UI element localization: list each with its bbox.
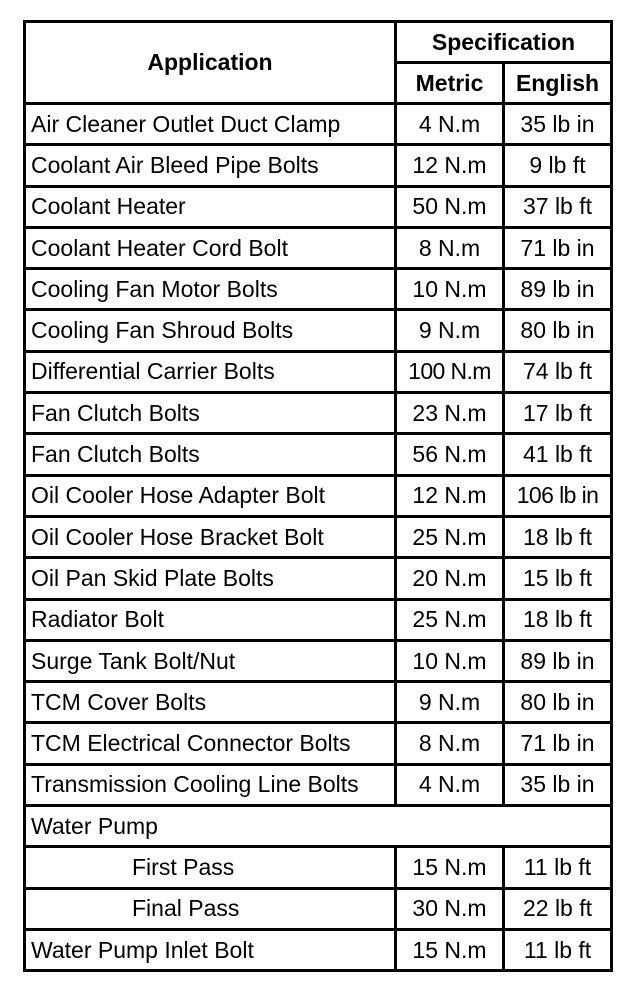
metric-cell: 10 N.m — [397, 270, 505, 311]
english-cell: 22 lb ft — [505, 890, 613, 931]
metric-cell: 23 N.m — [397, 394, 505, 435]
table-row — [26, 642, 613, 683]
table-row — [26, 105, 613, 146]
table-row — [26, 311, 613, 352]
table-section-row — [26, 807, 613, 848]
metric-cell: 8 N.m — [397, 724, 505, 765]
section-label: Water Pump — [26, 807, 613, 848]
table-row — [26, 724, 613, 765]
english-cell: 106 lb in — [505, 477, 613, 518]
english-cell: 37 lb ft — [505, 188, 613, 229]
english-cell: 71 lb in — [505, 724, 613, 765]
application-cell: Water Pump Inlet Bolt — [26, 931, 397, 972]
metric-cell: 15 N.m — [397, 848, 505, 889]
english-cell: 80 lb in — [505, 311, 613, 352]
english-cell: 71 lb in — [505, 229, 613, 270]
application-cell: Coolant Heater — [26, 188, 397, 229]
english-cell: 35 lb in — [505, 766, 613, 807]
english-cell: 35 lb in — [505, 105, 613, 146]
table-row — [26, 229, 613, 270]
metric-cell: 9 N.m — [397, 683, 505, 724]
table-row — [26, 559, 613, 600]
application-cell: Surge Tank Bolt/Nut — [26, 642, 397, 683]
table-row — [26, 848, 613, 889]
application-cell: First Pass — [26, 848, 397, 889]
metric-header: Metric — [397, 64, 505, 105]
application-header: Application — [26, 23, 397, 105]
metric-cell: 15 N.m — [397, 931, 505, 972]
application-cell: Cooling Fan Motor Bolts — [26, 270, 397, 311]
metric-cell: 10 N.m — [397, 642, 505, 683]
application-cell: Oil Cooler Hose Adapter Bolt — [26, 477, 397, 518]
application-cell: Coolant Heater Cord Bolt — [26, 229, 397, 270]
table-row — [26, 766, 613, 807]
table-row — [26, 394, 613, 435]
application-cell: Transmission Cooling Line Bolts — [26, 766, 397, 807]
english-cell: 89 lb in — [505, 642, 613, 683]
application-cell: Oil Pan Skid Plate Bolts — [26, 559, 397, 600]
table-row — [26, 683, 613, 724]
table-row — [26, 477, 613, 518]
torque-spec-table — [23, 20, 613, 972]
table-row — [26, 890, 613, 931]
english-cell: 17 lb ft — [505, 394, 613, 435]
application-cell: Radiator Bolt — [26, 601, 397, 642]
english-cell: 11 lb ft — [505, 848, 613, 889]
table-row — [26, 435, 613, 476]
application-cell: Final Pass — [26, 890, 397, 931]
specification-header: Specification — [397, 23, 613, 64]
application-cell: Fan Clutch Bolts — [26, 394, 397, 435]
application-cell: Cooling Fan Shroud Bolts — [26, 311, 397, 352]
metric-cell: 8 N.m — [397, 229, 505, 270]
english-cell: 18 lb ft — [505, 601, 613, 642]
application-cell: Differential Carrier Bolts — [26, 353, 397, 394]
table-row — [26, 270, 613, 311]
application-cell: TCM Cover Bolts — [26, 683, 397, 724]
metric-cell: 12 N.m — [397, 146, 505, 187]
english-cell: 80 lb in — [505, 683, 613, 724]
metric-cell: 56 N.m — [397, 435, 505, 476]
metric-cell: 30 N.m — [397, 890, 505, 931]
english-cell: 74 lb ft — [505, 353, 613, 394]
application-cell: Fan Clutch Bolts — [26, 435, 397, 476]
metric-cell: 4 N.m — [397, 105, 505, 146]
metric-cell: 9 N.m — [397, 311, 505, 352]
application-cell: Oil Cooler Hose Bracket Bolt — [26, 518, 397, 559]
metric-cell: 50 N.m — [397, 188, 505, 229]
application-cell: Air Cleaner Outlet Duct Clamp — [26, 105, 397, 146]
application-cell: Coolant Air Bleed Pipe Bolts — [26, 146, 397, 187]
metric-cell: 4 N.m — [397, 766, 505, 807]
metric-cell: 100 N.m — [397, 353, 505, 394]
table-row — [26, 353, 613, 394]
english-cell: 9 lb ft — [505, 146, 613, 187]
table-row — [26, 518, 613, 559]
table-row — [26, 188, 613, 229]
application-cell: TCM Electrical Connector Bolts — [26, 724, 397, 765]
metric-cell: 12 N.m — [397, 477, 505, 518]
metric-cell: 25 N.m — [397, 601, 505, 642]
metric-cell: 20 N.m — [397, 559, 505, 600]
english-cell: 15 lb ft — [505, 559, 613, 600]
english-cell: 89 lb in — [505, 270, 613, 311]
english-cell: 18 lb ft — [505, 518, 613, 559]
table-row — [26, 146, 613, 187]
english-cell: 41 lb ft — [505, 435, 613, 476]
english-cell: 11 lb ft — [505, 931, 613, 972]
english-header: English — [505, 64, 613, 105]
table-row — [26, 931, 613, 972]
table-row — [26, 601, 613, 642]
metric-cell: 25 N.m — [397, 518, 505, 559]
